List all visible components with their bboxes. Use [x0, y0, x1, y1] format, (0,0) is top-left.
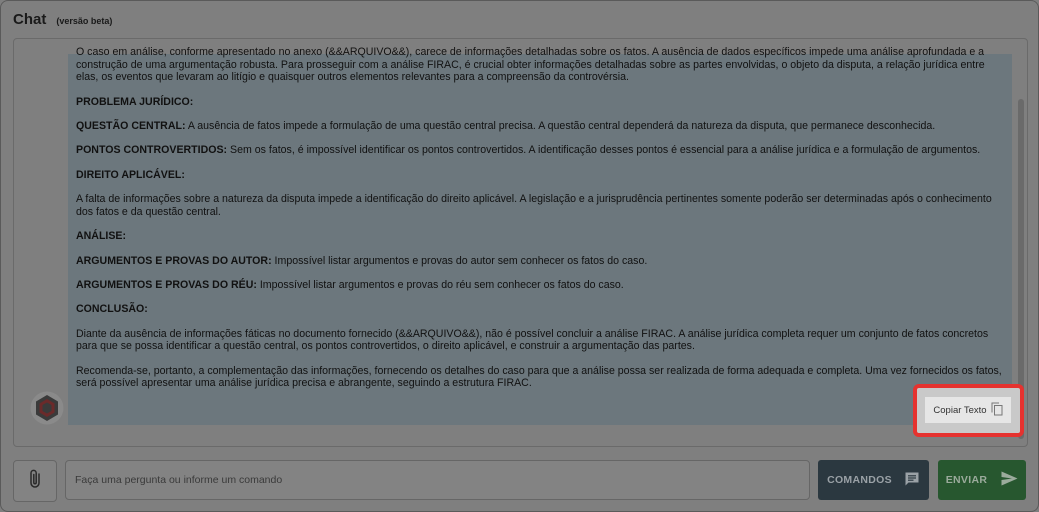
send-button[interactable]: [938, 460, 1026, 500]
commands-label: COMANDOS: [827, 474, 892, 486]
comment-icon: [904, 471, 920, 490]
label-questao-central: QUESTÃO CENTRAL:: [76, 119, 186, 132]
copy-text-highlight: [913, 384, 1024, 437]
page-title: Chat: [13, 11, 47, 28]
assistant-message: [68, 46, 1012, 425]
heading-analise: ANÁLISE:: [76, 230, 127, 243]
heading-problema-juridico: PROBLEMA JURÍDICO:: [76, 95, 194, 108]
text-pontos-controvertidos: Sem os fatos, é impossível identificar os pontos controvertidos. A identificação desses pontos é essencial para a análise jurídica e a formulação de argumentos.: [227, 144, 981, 157]
text-direito-aplicavel: A falta de informações sobre a natureza da disputa impede a identificação do direito aplicável. A legislação e a jurisprudência pertinentes somente poderão ser determinadas após o conhecimento dos fatos e da questão central.: [76, 193, 992, 218]
copy-text-button[interactable]: [925, 397, 1011, 423]
label-pontos-controvertidos: PONTOS CONTROVERTIDOS:: [76, 144, 228, 157]
text-argumentos-autor: Impossível listar argumentos e provas do autor sem conhecer os fatos do caso.: [271, 254, 648, 267]
message-intro: O caso em análise, conforme apresentado no anexo (&&ARQUIVO&&), carece de informações detalhadas sobre os fatos. A ausência de dados específicos impede uma análise aprofundada e a construção de uma argumentação robusta. Para prosseguir com a análise FIRAC, é crucial obter informações detalhadas sobre as partes envolvidas, o objeto da disputa, a relação jurídica entre elas, os eventos que levaram ao litígio e quaisquer outros elementos relevantes para a compreensão da controvérsia.: [76, 46, 985, 84]
chat-header: [13, 11, 112, 28]
prompt-input-wrapper: [65, 460, 810, 500]
prompt-input[interactable]: [66, 461, 809, 499]
label-argumentos-reu: ARGUMENTOS E PROVAS DO RÉU:: [76, 278, 257, 291]
send-label: ENVIAR: [945, 474, 988, 486]
heading-conclusao: CONCLUSÃO:: [76, 303, 148, 316]
copy-icon: [991, 402, 1003, 419]
paperclip-icon: [27, 468, 43, 495]
text-recomendacao: Recomenda-se, portanto, a complementação das informações, fornecendo os detalhes do caso para que a análise possa ser realizada de forma adequada e completa. Uma vez fornecidos os fatos, será possível apresentar uma análise jurídica precisa e abrangente, seguindo a estrutura FIRAC.: [76, 364, 1002, 390]
commands-button[interactable]: [818, 460, 929, 500]
send-icon: [1001, 471, 1018, 489]
text-argumentos-reu: Impossível listar argumentos e provas do réu sem conhecer os fatos do caso.: [256, 278, 624, 291]
label-argumentos-autor: ARGUMENTOS E PROVAS DO AUTOR:: [76, 254, 272, 267]
text-conclusao: Diante da ausência de informações fáticas no documento fornecido (&&ARQUIVO&&), não é possível concluir a análise FIRAC. A análise jurídica completa requer um conjunto de fatos concretos para que se possa identificar a questão central, os pontos controvertidos, o direito aplicável, e construir a argumentação das partes.: [76, 327, 989, 353]
text-questao-central: A ausência de fatos impede a formulação de uma questão central precisa. A questão central dependerá da natureza da disputa, que permanece desconhecida.: [185, 119, 936, 132]
attach-button[interactable]: [13, 460, 57, 502]
bot-avatar-icon: [30, 391, 64, 425]
copy-text-label: Copiar Texto: [933, 404, 987, 416]
beta-label: (versão beta): [56, 16, 113, 26]
chat-messages-panel[interactable]: [13, 38, 1028, 447]
heading-direito-aplicavel: DIREITO APLICÁVEL:: [76, 168, 185, 181]
